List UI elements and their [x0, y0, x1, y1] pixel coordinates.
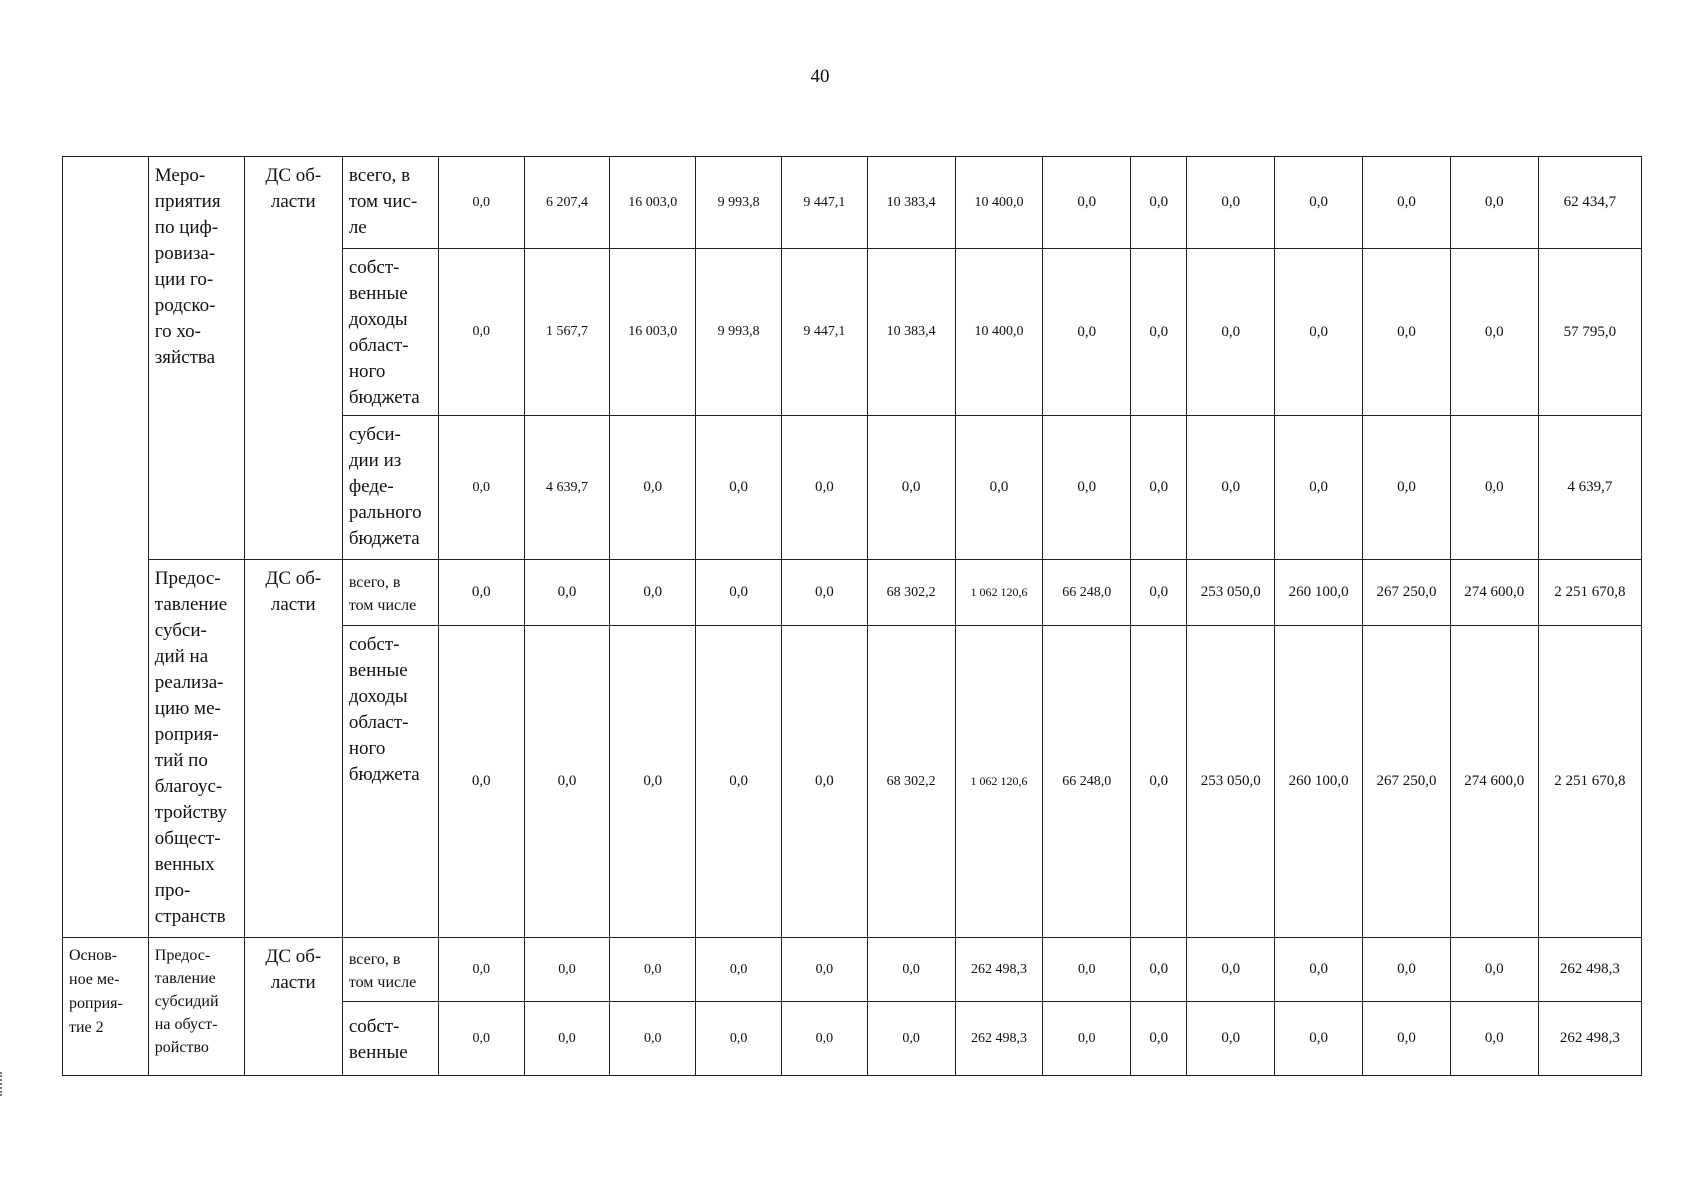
value-cell: 262 498,3 — [955, 938, 1043, 1002]
measure-name-cell: Предос- тавление субси- дий на реализа- цию ме- роприя- тий по благоус- тройству общест- венных про- странств — [148, 560, 244, 938]
value-cell: 0,0 — [1131, 416, 1187, 560]
value-cell: 0,0 — [1363, 1002, 1451, 1076]
value-cell: 68 302,2 — [867, 560, 955, 626]
total-cell: 2 251 670,8 — [1538, 560, 1641, 626]
source-cell: субси- дии из феде- рального бюджета — [342, 416, 438, 560]
value-cell: 0,0 — [781, 938, 867, 1002]
table-row — [63, 938, 1642, 1002]
value-cell: 274 600,0 — [1450, 626, 1538, 938]
value-cell: 6 207,4 — [524, 157, 610, 249]
value-cell: 66 248,0 — [1043, 626, 1131, 938]
budget-table-container — [62, 156, 1642, 1076]
value-cell: 0,0 — [1043, 938, 1131, 1002]
value-cell: 267 250,0 — [1363, 626, 1451, 938]
value-cell: 0,0 — [1450, 416, 1538, 560]
value-cell: 274 600,0 — [1450, 560, 1538, 626]
value-cell: 0,0 — [1043, 1002, 1131, 1076]
value-cell: 0,0 — [438, 560, 524, 626]
value-cell: 0,0 — [610, 1002, 696, 1076]
value-cell: 0,0 — [524, 560, 610, 626]
value-cell: 0,0 — [1131, 249, 1187, 416]
value-cell: 0,0 — [1275, 938, 1363, 1002]
value-cell: 0,0 — [867, 938, 955, 1002]
value-cell: 0,0 — [438, 938, 524, 1002]
value-cell: 9 993,8 — [696, 157, 782, 249]
value-cell: 9 993,8 — [696, 249, 782, 416]
value-cell: 0,0 — [524, 1002, 610, 1076]
value-cell: 0,0 — [524, 626, 610, 938]
value-cell: 10 400,0 — [955, 157, 1043, 249]
executor-cell: ДС об- ласти — [244, 938, 342, 1076]
value-cell: 0,0 — [1187, 157, 1275, 249]
value-cell: 262 498,3 — [955, 1002, 1043, 1076]
group-cell — [63, 157, 149, 938]
total-cell: 62 434,7 — [1538, 157, 1641, 249]
value-cell: 0,0 — [1131, 938, 1187, 1002]
value-cell: 68 302,2 — [867, 626, 955, 938]
value-cell: 0,0 — [781, 560, 867, 626]
value-cell: 0,0 — [781, 626, 867, 938]
value-cell: 0,0 — [696, 1002, 782, 1076]
value-cell: 0,0 — [438, 1002, 524, 1076]
value-cell: 0,0 — [1275, 416, 1363, 560]
value-cell: 260 100,0 — [1275, 626, 1363, 938]
value-cell: 1 062 120,6 — [955, 560, 1043, 626]
value-cell: 0,0 — [1187, 1002, 1275, 1076]
value-cell: 253 050,0 — [1187, 560, 1275, 626]
value-cell: 0,0 — [610, 626, 696, 938]
source-cell: всего, в том числе — [342, 560, 438, 626]
value-cell: 0,0 — [955, 416, 1043, 560]
value-cell: 0,0 — [1275, 157, 1363, 249]
value-cell: 0,0 — [781, 416, 867, 560]
executor-cell: ДС об- ласти — [244, 560, 342, 938]
value-cell: 253 050,0 — [1187, 626, 1275, 938]
value-cell: 16 003,0 — [610, 157, 696, 249]
value-cell: 0,0 — [1131, 1002, 1187, 1076]
total-cell: 57 795,0 — [1538, 249, 1641, 416]
total-cell: 262 498,3 — [1538, 938, 1641, 1002]
value-cell: 0,0 — [867, 416, 955, 560]
measure-name-cell: Предос- тавление субсидий на обуст- ройство — [148, 938, 244, 1076]
value-cell: 0,0 — [696, 938, 782, 1002]
value-cell: 0,0 — [781, 1002, 867, 1076]
value-cell: 0,0 — [1131, 157, 1187, 249]
value-cell: 9 447,1 — [781, 157, 867, 249]
value-cell: 0,0 — [610, 938, 696, 1002]
source-cell: собст- венные доходы област- ного бюджета — [342, 249, 438, 416]
value-cell: 0,0 — [1450, 249, 1538, 416]
table-row — [63, 560, 1642, 626]
value-cell: 0,0 — [696, 560, 782, 626]
total-cell: 262 498,3 — [1538, 1002, 1641, 1076]
value-cell: 0,0 — [610, 416, 696, 560]
page-number: 40 — [810, 66, 830, 87]
value-cell: 1 567,7 — [524, 249, 610, 416]
budget-table — [62, 156, 1642, 1076]
value-cell: 0,0 — [1043, 249, 1131, 416]
value-cell: 0,0 — [1187, 416, 1275, 560]
value-cell: 0,0 — [867, 1002, 955, 1076]
value-cell: 10 383,4 — [867, 157, 955, 249]
value-cell: 0,0 — [1131, 560, 1187, 626]
source-cell: всего, в том числе — [342, 938, 438, 1002]
value-cell: 0,0 — [1363, 938, 1451, 1002]
value-cell: 0,0 — [1363, 249, 1451, 416]
value-cell: 0,0 — [524, 938, 610, 1002]
value-cell: 1 062 120,6 — [955, 626, 1043, 938]
value-cell: 0,0 — [1275, 249, 1363, 416]
value-cell: 267 250,0 — [1363, 560, 1451, 626]
value-cell: 4 639,7 — [524, 416, 610, 560]
value-cell: 0,0 — [1363, 416, 1451, 560]
value-cell: 0,0 — [1450, 1002, 1538, 1076]
value-cell: 0,0 — [438, 416, 524, 560]
scan-margin-mark — [0, 1072, 6, 1096]
value-cell: 0,0 — [1043, 157, 1131, 249]
value-cell: 0,0 — [1450, 938, 1538, 1002]
value-cell: 0,0 — [696, 626, 782, 938]
table-row — [63, 157, 1642, 249]
value-cell: 0,0 — [1043, 416, 1131, 560]
value-cell: 0,0 — [1363, 157, 1451, 249]
value-cell: 66 248,0 — [1043, 560, 1131, 626]
value-cell: 9 447,1 — [781, 249, 867, 416]
value-cell: 10 383,4 — [867, 249, 955, 416]
value-cell: 0,0 — [1187, 938, 1275, 1002]
total-cell: 2 251 670,8 — [1538, 626, 1641, 938]
measure-name-cell: Меро- приятия по циф- ровиза- ции го- родско- го хо- зяйства — [148, 157, 244, 560]
value-cell: 0,0 — [438, 249, 524, 416]
value-cell: 0,0 — [438, 157, 524, 249]
total-cell: 4 639,7 — [1538, 416, 1641, 560]
value-cell: 10 400,0 — [955, 249, 1043, 416]
value-cell: 260 100,0 — [1275, 560, 1363, 626]
source-cell: собст- венные доходы област- ного бюджета — [342, 626, 438, 938]
value-cell: 0,0 — [1187, 249, 1275, 416]
value-cell: 0,0 — [1450, 157, 1538, 249]
value-cell: 0,0 — [610, 560, 696, 626]
value-cell: 0,0 — [438, 626, 524, 938]
executor-cell: ДС об- ласти — [244, 157, 342, 560]
value-cell: 16 003,0 — [610, 249, 696, 416]
value-cell: 0,0 — [1275, 1002, 1363, 1076]
source-cell: собст- венные — [342, 1002, 438, 1076]
value-cell: 0,0 — [696, 416, 782, 560]
value-cell: 0,0 — [1131, 626, 1187, 938]
source-cell: всего, в том чис- ле — [342, 157, 438, 249]
group-cell: Основ- ное ме- роприя- тие 2 — [63, 938, 149, 1076]
